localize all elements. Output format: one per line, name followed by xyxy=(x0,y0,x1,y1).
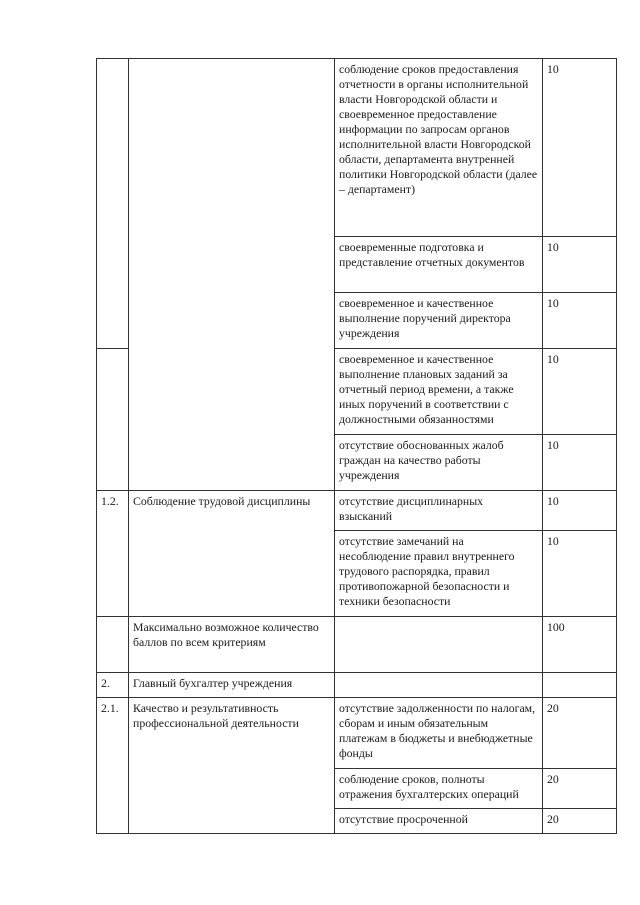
points-cell: 20 xyxy=(543,769,617,809)
points-cell: 10 xyxy=(543,491,617,531)
points-cell: 10 xyxy=(543,349,617,435)
indicator-cell: отсутствие просроченной xyxy=(335,809,543,834)
indicator-cell: своевременное и качественное выполнение плановых заданий за отчетный период времени, а также иных поручений в соответствии с должностными обязанностями xyxy=(335,349,543,435)
criterion-name-cell: Качество и результативность профессиональной деятельности xyxy=(129,698,335,834)
points-cell: 10 xyxy=(543,59,617,237)
indicator-cell: соблюдение сроков предоставления отчетности в органы исполнительной власти Новгородской области и своевременное предоставление информации по запросам органов исполнительной власти Новгородской области, департамента внутренней политики Новгородской области (далее – департамент) xyxy=(335,59,543,237)
indicator-cell: соблюдение сроков, полноты отражения бухгалтерских операций xyxy=(335,769,543,809)
points-cell xyxy=(543,673,617,698)
row-number-cell xyxy=(97,59,129,349)
criterion-name-cell: Соблюдение трудовой дисциплины xyxy=(129,491,335,617)
row-number-cell: 2.1. xyxy=(97,698,129,834)
indicator-cell: своевременное и качественное выполнение поручений директора учреждения xyxy=(335,293,543,349)
points-cell: 10 xyxy=(543,237,617,293)
indicator-cell: отсутствие дисциплинарных взысканий xyxy=(335,491,543,531)
indicator-cell: отсутствие обоснованных жалоб граждан на качество работы учреждения xyxy=(335,435,543,491)
points-cell: 20 xyxy=(543,698,617,769)
criteria-table xyxy=(96,58,617,834)
indicator-cell: своевременные подготовка и представление отчетных документов xyxy=(335,237,543,293)
indicator-cell: отсутствие замечаний на несоблюдение правил внутреннего трудового распорядка, правил противопожарной безопасности и техники безопасности xyxy=(335,531,543,617)
indicator-cell xyxy=(335,617,543,673)
table-row xyxy=(97,59,617,237)
points-cell: 10 xyxy=(543,293,617,349)
indicator-cell: отсутствие задолженности по налогам, сборам и иным обязательным платежам в бюджеты и внебюджетные фонды xyxy=(335,698,543,769)
points-cell: 20 xyxy=(543,809,617,834)
table-row xyxy=(97,673,617,698)
table-row xyxy=(97,491,617,531)
criterion-name-cell: Максимально возможное количество баллов по всем критериям xyxy=(129,617,335,673)
row-number-cell: 2. xyxy=(97,673,129,698)
criterion-name-cell: Главный бухгалтер учреждения xyxy=(129,673,335,698)
row-number-cell xyxy=(97,617,129,673)
points-cell: 10 xyxy=(543,435,617,491)
row-number-cell xyxy=(97,349,129,491)
row-number-cell: 1.2. xyxy=(97,491,129,617)
criterion-name-cell xyxy=(129,59,335,491)
table-row xyxy=(97,617,617,673)
indicator-cell xyxy=(335,673,543,698)
points-cell: 100 xyxy=(543,617,617,673)
points-cell: 10 xyxy=(543,531,617,617)
table-row xyxy=(97,698,617,769)
